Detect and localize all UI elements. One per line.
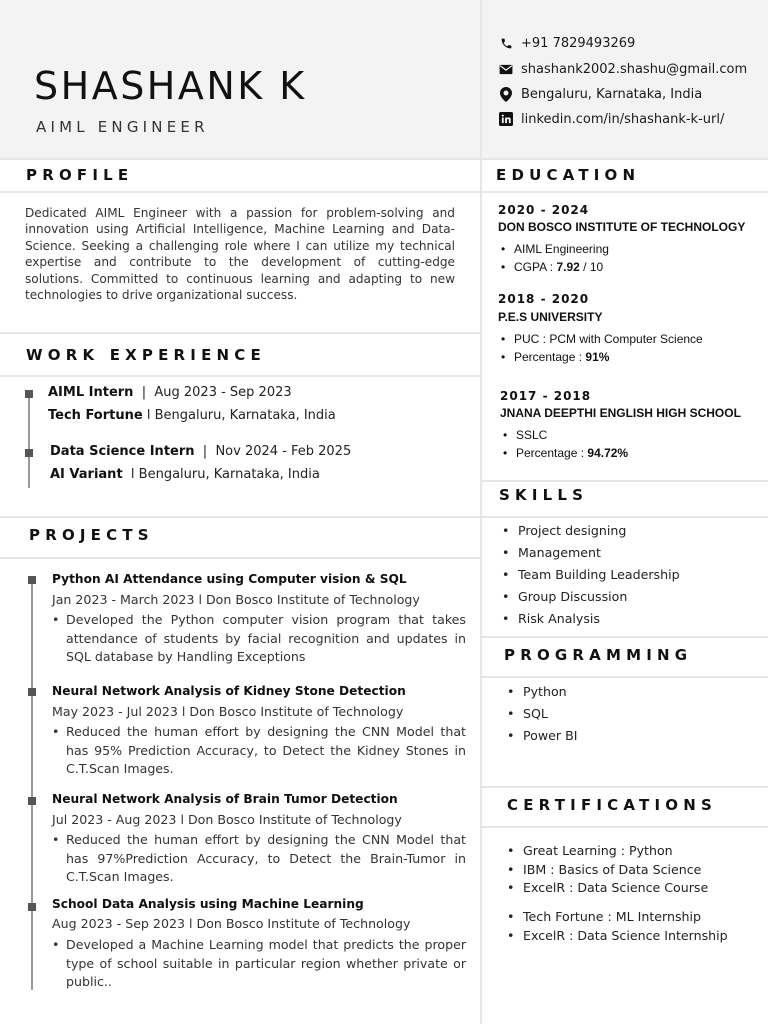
experience-role-line: [48, 385, 292, 400]
mail-icon: [498, 61, 514, 77]
project-title: Python AI Attendance using Computer vision & SQL: [52, 572, 407, 586]
list-item: • Power BI: [503, 728, 577, 750]
detail-suffix: / 10: [579, 260, 604, 274]
list-item: • Group Discussion: [498, 589, 680, 611]
experience-role: Data Science Intern: [50, 444, 195, 459]
list-item: • IBM : Basics of Data Science: [503, 862, 728, 881]
email-text: shashank2002.shashu@gmail.com: [521, 61, 748, 77]
list-item: [498, 348, 703, 366]
separator: l: [122, 467, 139, 482]
experience-company-line: [48, 408, 336, 423]
separator: l: [142, 408, 155, 423]
phone-icon: [498, 35, 514, 51]
projects-timeline: [31, 580, 33, 990]
project-meta: Jan 2023 - March 2023 l Don Bosco Institute of Technology: [52, 592, 420, 607]
section-heading-profile: PROFILE: [26, 166, 134, 184]
divider: [0, 516, 768, 518]
skills-list: [498, 523, 680, 633]
experience-company-line: [50, 467, 320, 482]
list-item: • Tech Fortune : ML Internship: [503, 909, 728, 928]
section-heading-certifications: CERTIFICATIONS: [507, 796, 717, 814]
education-years: 2018 - 2020: [498, 292, 590, 306]
project-meta: Jul 2023 - Aug 2023 l Don Bosco Institute of Technology: [52, 812, 402, 827]
programming-list: [503, 684, 577, 750]
project-meta: Aug 2023 - Sep 2023 l Don Bosco Institute of Technology: [52, 916, 411, 931]
contact-phone[interactable]: [498, 35, 635, 51]
list-item: [498, 258, 609, 276]
certifications-list: [503, 843, 728, 946]
phone-text: +91 7829493269: [521, 35, 636, 51]
candidate-name: SHASHANK K: [34, 64, 307, 108]
contact-location: [498, 86, 702, 102]
divider: [482, 826, 768, 828]
divider: [0, 332, 480, 334]
education-details: [498, 240, 609, 276]
experience-dates: Nov 2024 - Feb 2025: [215, 444, 352, 459]
list-item: • ExcelR : Data Science Course: [503, 880, 728, 909]
divider: [0, 375, 480, 377]
project-meta: May 2023 - Jul 2023 l Don Bosco Institute of Technology: [52, 704, 404, 719]
project-title: Neural Network Analysis of Brain Tumor Detection: [52, 792, 398, 806]
education-school: JNANA DEEPTHI ENGLISH HIGH SCHOOL: [500, 406, 741, 420]
education-school: P.E.S UNIVERSITY: [498, 310, 603, 324]
section-heading-skills: SKILLS: [499, 486, 589, 504]
divider: [482, 676, 768, 678]
list-item: • PUC : PCM with Computer Science: [498, 330, 703, 348]
list-item: • SQL: [503, 706, 577, 728]
list-item: • Reduced the human effort by designing the CNN Model that has 97%Prediction Accuracy, to Detect the Brain-Tumor in C.T.Scan Images.: [52, 831, 466, 887]
experience-location: Bengaluru, Karnataka, India: [138, 467, 320, 482]
education-years: 2017 - 2018: [500, 389, 592, 403]
linkedin-icon: [498, 111, 514, 127]
education-details: [500, 426, 628, 462]
location-text: Bengaluru, Karnataka, India: [521, 86, 703, 102]
project-title: Neural Network Analysis of Kidney Stone Detection: [52, 684, 406, 698]
separator: |: [133, 385, 155, 400]
contact-email[interactable]: [498, 61, 747, 77]
education-details: [498, 330, 703, 366]
detail-label: CGPA :: [514, 260, 557, 274]
divider: [0, 158, 768, 160]
list-item: • Great Learning : Python: [503, 843, 728, 862]
detail-value: 91%: [585, 350, 610, 364]
divider: [482, 636, 768, 638]
list-item: • Python: [503, 684, 577, 706]
linkedin-text: linkedin.com/in/shashank-k-url/: [521, 111, 725, 127]
list-item: • Team Building Leadership: [498, 567, 680, 589]
timeline-marker: [25, 449, 33, 457]
list-item: • Management: [498, 545, 680, 567]
list-item: • AIML Engineering: [498, 240, 609, 258]
list-item: [500, 444, 628, 462]
project-description: [52, 723, 466, 779]
experience-location: Bengaluru, Karnataka, India: [154, 408, 336, 423]
contact-linkedin[interactable]: [498, 111, 724, 127]
project-description: [52, 936, 466, 992]
map-pin-icon: [498, 86, 514, 102]
project-title: School Data Analysis using Machine Learning: [52, 897, 364, 911]
experience-timeline: [28, 392, 30, 488]
detail-label: Percentage :: [516, 446, 588, 460]
education-years: 2020 - 2024: [498, 203, 590, 217]
divider: [482, 480, 768, 482]
list-item: • ExcelR : Data Science Internship: [503, 928, 728, 947]
experience-role: AIML Intern: [48, 385, 134, 400]
job-title: AIML ENGINEER: [36, 118, 209, 136]
timeline-marker: [28, 576, 36, 584]
section-heading-work-experience: WORK EXPERIENCE: [26, 346, 266, 364]
timeline-marker: [25, 390, 33, 398]
detail-value: 7.92: [556, 260, 580, 274]
section-heading-programming: PROGRAMMING: [504, 646, 693, 664]
timeline-marker: [28, 688, 36, 696]
list-item: • Developed the Python computer vision program that takes attendance of students by facial recognition and updates in SQL database by Handling Exceptions: [52, 611, 466, 667]
education-school: DON BOSCO INSTITUTE OF TECHNOLOGY: [498, 220, 746, 234]
experience-company: Tech Fortune: [48, 408, 143, 423]
section-heading-education: EDUCATION: [496, 166, 641, 184]
detail-value: 94.72%: [587, 446, 629, 460]
list-item: • Reduced the human effort by designing the CNN Model that has 95% Prediction Accuracy, to Detect the Kidney Stones in C.T.Scan Images.: [52, 723, 466, 779]
timeline-marker: [28, 903, 36, 911]
list-item: • Project designing: [498, 523, 680, 545]
profile-summary: Dedicated AIML Engineer with a passion for problem-solving and innovation using Artificial Intelligence, Machine Learning and Data-Science. Seeking a challenging role where I can utilize my technical expertise and contribute to the development of cutting-edge solutions. Committed to continuous learning and adapting to new technologies to drive organizational success.: [25, 206, 455, 303]
divider: [0, 191, 768, 193]
divider: [0, 557, 480, 559]
experience-dates: Aug 2023 - Sep 2023: [154, 385, 292, 400]
list-item: • Risk Analysis: [498, 611, 680, 633]
project-description: [52, 831, 466, 887]
list-item: • SSLC: [500, 426, 628, 444]
section-heading-projects: PROJECTS: [29, 526, 154, 544]
detail-label: Percentage :: [514, 350, 586, 364]
divider: [482, 786, 768, 788]
experience-company: AI Variant: [50, 467, 123, 482]
list-item: • Developed a Machine Learning model that predicts the proper type of school suitable in particular region whether private or public..: [52, 936, 466, 992]
column-divider: [480, 0, 482, 1024]
project-description: [52, 611, 466, 667]
experience-role-line: [50, 444, 351, 459]
timeline-marker: [28, 797, 36, 805]
separator: |: [194, 444, 216, 459]
